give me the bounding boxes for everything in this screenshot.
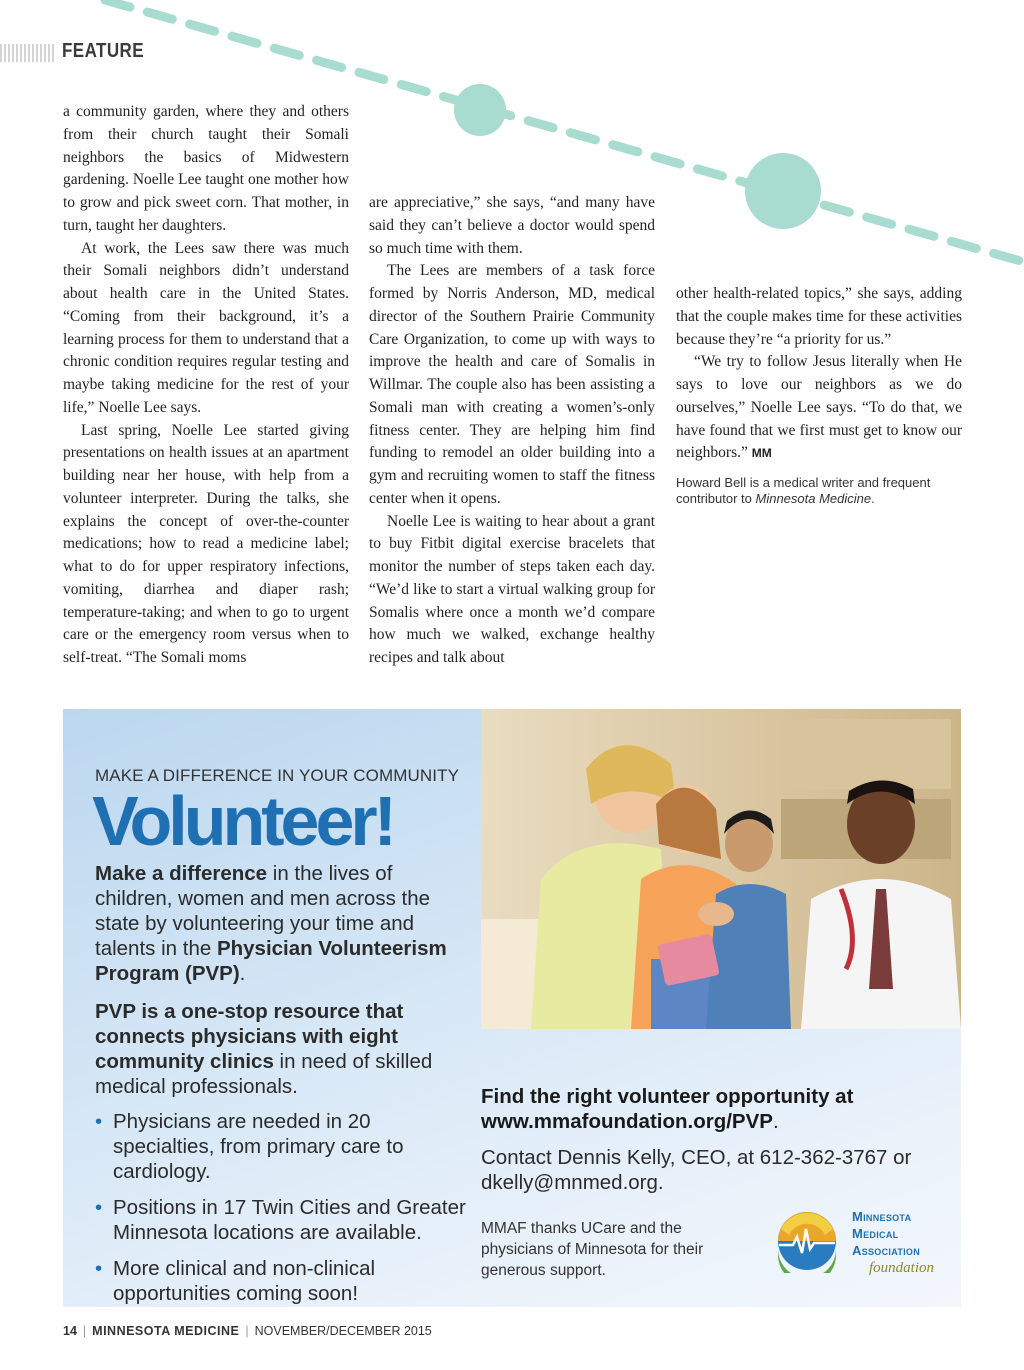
- text: .: [772, 1110, 779, 1133]
- bio-end: .: [871, 491, 875, 506]
- ad-headline: Volunteer!: [92, 782, 393, 860]
- bold-text: PVP is a one-stop resource that connects physicians with eight community clinics: [95, 1000, 404, 1073]
- mma-foundation-logo: [775, 1205, 945, 1285]
- page-footer: 14 | MINNESOTA MEDICINE | NOVEMBER/DECEMBER 2015: [63, 1324, 432, 1338]
- logo-line: Minnesota: [852, 1209, 912, 1224]
- ad-bullet-list: [95, 1109, 475, 1307]
- bio-publication: Minnesota Medicine: [755, 491, 872, 506]
- paragraph-text: “We try to follow Jesus literally when He says to love our neighbors as we do ourselves,” Noelle Lee says. “To do that, we have found that we first must get to know our neighbors.”: [676, 353, 962, 462]
- volunteer-advertisement: [63, 709, 961, 1307]
- ad-thanks: MMAF thanks UCare and the physicians of Minnesota for their generous support.: [481, 1220, 704, 1279]
- page-number: 14: [63, 1324, 77, 1338]
- logo-foundation: foundation: [869, 1260, 935, 1276]
- decorative-circle-small: [454, 84, 506, 136]
- paragraph: other health-related topics,” she says, adding that the couple makes time for these activities because they’re “a priority for us.”: [676, 285, 962, 348]
- bold-text: Physician Volunteerism Program (PVP): [95, 937, 447, 985]
- article-column-3: [676, 283, 962, 507]
- cta-link-text[interactable]: Find the right volunteer opportunity at www.mmafoundation.org/PVP: [481, 1085, 854, 1133]
- paragraph: Noelle Lee is waiting to hear about a grant to buy Fitbit digital exercise bracelets that monitor the number of steps taken each day. “We’d like to start a virtual walking group for Somalis where once a month we’d compare how much we walked, exchange healthy recipes and talk about: [369, 512, 655, 666]
- ad-kicker: MAKE A DIFFERENCE IN YOUR COMMUNITY: [95, 766, 460, 785]
- sunburst-icon: [775, 1209, 839, 1273]
- bullet-item: • Physicians are needed in 20 specialties, from primary care to cardiology.: [95, 1109, 475, 1184]
- paragraph: are appreciative,” she says, “and many have said they can’t believe a doctor would spend so much time with them.: [369, 194, 655, 257]
- ad-call-to-action: [481, 1084, 921, 1134]
- logo-line: Medical: [852, 1226, 899, 1241]
- author-bio: [676, 475, 962, 507]
- logo-wordmark: [852, 1208, 920, 1259]
- bullet-item: • Positions in 17 Twin Cities and Greater Minnesota locations are available.: [95, 1195, 475, 1245]
- logo-line: Association: [852, 1243, 921, 1258]
- bio-text: Howard Bell is a medical writer and frequent contributor to: [676, 475, 931, 506]
- section-label: FEATURE: [62, 40, 144, 62]
- paragraph: a community garden, where they and others from their church taught their Somali neighbors the basics of Midwestern gardening. Noelle Lee taught one mother how to grow and pick sweet corn. That mother, in turn, taught her daughters.: [63, 103, 349, 234]
- bullet-item: • More clinical and non-clinical opportunities coming soon!: [95, 1256, 475, 1306]
- paragraph: Last spring, Noelle Lee started giving presentations on health issues at an apartment building near her house, with help from a volunteer interpreter. During the talks, she explains the concept of over-the-counter medications; how to read a medicine label; what to do for upper respiratory infections, vomiting, diarrhea and diaper rash; temperature-taking; and when to go to urgent care or the emergency room versus when to self-treat. “The Somali moms: [63, 421, 349, 666]
- ad-contact: Contact Dennis Kelly, CEO, at 612-362-3767 or dkelly@mnmed.org.: [481, 1146, 912, 1194]
- issue-date: NOVEMBER/DECEMBER 2015: [254, 1324, 432, 1338]
- ad-paragraph-2: [95, 999, 470, 1099]
- article-column-2: [369, 192, 655, 670]
- clinic-photo: [481, 709, 961, 1029]
- paragraph: The Lees are members of a task force formed by Norris Anderson, MD, medical director of the Southern Prairie Community Care Organization, to come up with ways to improve the health and care of Somalis in Willmar. The couple also has been assisting a Somali man with creating a women’s-only fitness center. They are helping him find funding to remodel an older building into a gym and recruiting women to staff the fitness center when it opens.: [369, 262, 655, 507]
- ad-paragraph-1: [95, 861, 470, 986]
- publication-name: MINNESOTA MEDICINE: [92, 1324, 240, 1338]
- text: .: [239, 962, 246, 985]
- paragraph: At work, the Lees saw there was much their Somali neighbors didn’t understand about health care in the United States. “Coming from their background, it’s a learning process for them to understand that a chronic condition requires regular testing and maybe taking medicine for the rest of your life,” Noelle Lee says.: [63, 239, 349, 416]
- section-stripes: [0, 44, 56, 62]
- decorative-circle-large: [745, 153, 821, 229]
- text: in need of skilled medical professionals.: [95, 1050, 433, 1098]
- end-mark: MM: [751, 446, 772, 461]
- bold-text: Make a difference: [95, 862, 268, 885]
- paragraph: [676, 351, 962, 465]
- text: in the lives of children, women and men across the state by volunteering your time and talents in the: [95, 862, 431, 960]
- article-column-1: [63, 101, 349, 670]
